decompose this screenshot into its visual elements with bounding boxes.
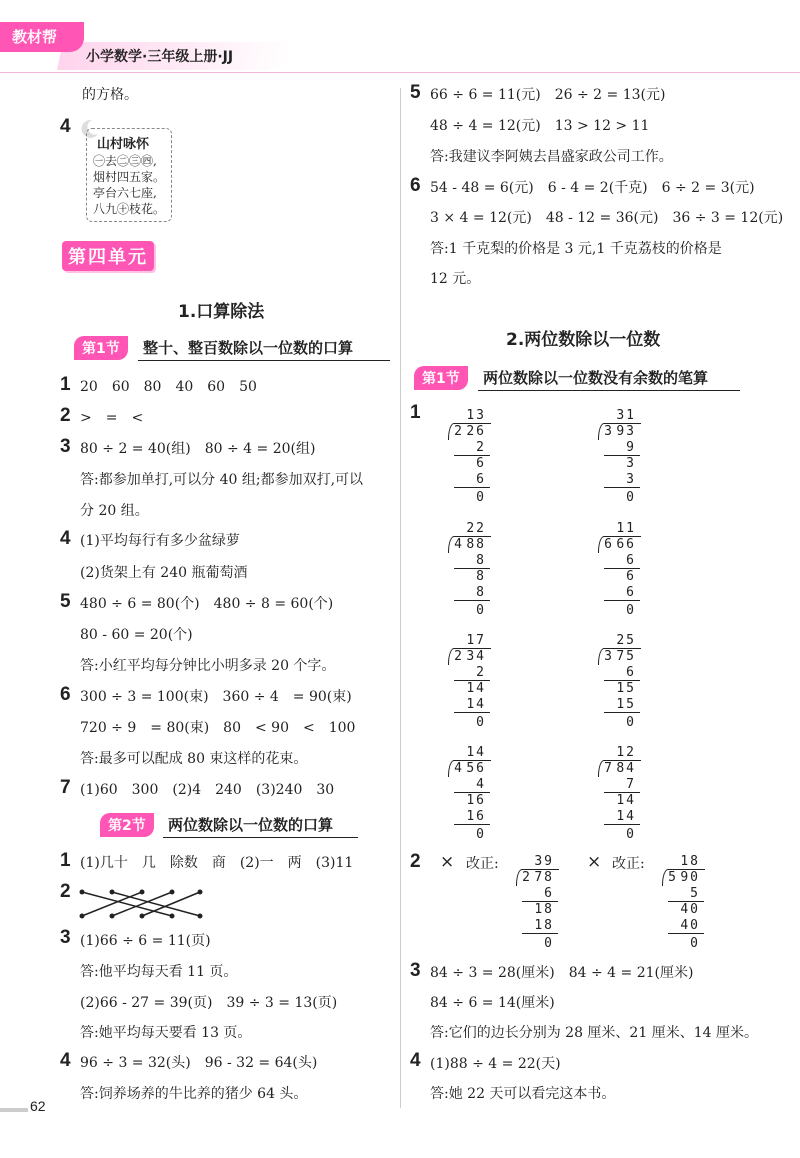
answer-line: 答:她平均每天要看 13 页。 (80, 1025, 252, 1041)
division-rule (604, 680, 640, 681)
header-title: 小学数学·三年级上册·JJ (86, 49, 234, 65)
division-bracket (516, 869, 559, 886)
division-rule (454, 824, 490, 825)
correction-label: 改正: (612, 856, 645, 872)
division-rule (454, 680, 490, 681)
division-subtrahend: 16 (466, 809, 486, 824)
division-remainder: 0 (690, 936, 700, 951)
lesson-title: 两位数除以一位数没有余数的笔算 (483, 369, 709, 387)
answer-line: 答:1 千克梨的价格是 3 元,1 千克荔枝的价格是 (430, 241, 722, 257)
answer-line: 答:小红平均每分钟比小明多录 20 个字。 (80, 658, 336, 674)
division-rule (668, 933, 704, 934)
answer-line: (1)60 300 (2)4 240 (3)240 30 (80, 782, 335, 798)
division-quotient: 25 (616, 633, 636, 648)
long-division (436, 745, 496, 849)
division-remainder: 16 (466, 793, 486, 808)
division-rule (454, 568, 490, 569)
division-divisor: 2 (454, 424, 464, 439)
answer-line: 答:饲养场养的牛比养的猪少 64 头。 (80, 1086, 308, 1102)
division-remainder: 6 (626, 569, 636, 584)
division-dividend: 93 (616, 424, 636, 439)
header-divider (0, 72, 800, 73)
division-bracket (448, 648, 491, 665)
division-quotient: 17 (466, 633, 486, 648)
lesson-title: 两位数除以一位数的口算 (168, 816, 334, 834)
answer-line: 答:最多可以配成 80 束这样的花束。 (80, 751, 308, 767)
division-dividend: 66 (616, 537, 636, 552)
question-number: 1 (60, 374, 71, 395)
division-remainder: 0 (476, 715, 486, 730)
question-number: 6 (410, 175, 421, 196)
answer-line: (1)几十 几 除数 商 (2)一 两 (3)11 (80, 855, 354, 871)
division-quotient: 31 (616, 408, 636, 423)
division-subtrahend: 6 (626, 585, 636, 600)
answer-line: 480 ÷ 6 = 80(个) 480 ÷ 8 = 60(个) (80, 596, 334, 612)
division-bracket (448, 423, 491, 440)
question-number: 5 (410, 82, 421, 103)
lesson-underline (163, 837, 358, 838)
question-number: 5 (60, 591, 71, 612)
answer-line: (1)66 ÷ 6 = 11(页) (80, 933, 211, 949)
division-quotient: 22 (466, 521, 486, 536)
question-number: 7 (60, 777, 71, 798)
answer-line: 66 ÷ 6 = 11(元) 26 ÷ 2 = 13(元) (430, 87, 666, 103)
division-bracket (448, 760, 491, 777)
match-line (112, 892, 172, 916)
division-rule (604, 455, 640, 456)
division-rule (454, 792, 490, 793)
division-rule (454, 455, 490, 456)
answer-line: 答:她 22 天可以看完这本书。 (430, 1086, 616, 1102)
continued-text: 的方格。 (82, 87, 138, 103)
division-remainder: 18 (534, 902, 554, 917)
division-quotient: 11 (616, 521, 636, 536)
question-number: 4 (60, 528, 71, 549)
matching-lines-diagram (76, 884, 206, 924)
division-subtrahend: 6 (626, 553, 636, 568)
division-divisor: 3 (604, 424, 614, 439)
question-number: 3 (60, 927, 71, 948)
division-rule (604, 792, 640, 793)
division-rule (604, 487, 640, 488)
division-dividend: 90 (680, 870, 700, 885)
division-subtrahend: 6 (476, 472, 486, 487)
division-rule (668, 901, 704, 902)
match-line (82, 892, 142, 916)
section-title: 1.口算除法 (178, 302, 265, 322)
division-dividend: 34 (466, 649, 486, 664)
answer-line: 20 60 80 40 60 50 (80, 379, 257, 395)
answer-line: 分 20 组。 (80, 503, 149, 519)
poem-line: 亭台六七座, (93, 186, 157, 200)
answer-line: 84 ÷ 6 = 14(厘米) (430, 995, 555, 1011)
division-divisor: 6 (604, 537, 614, 552)
section-title: 2.两位数除以一位数 (506, 330, 661, 350)
answer-line: 3 × 4 = 12(元) 48 - 12 = 36(元) 36 ÷ 3 = 12(元) (430, 210, 784, 226)
answer-line: 300 ÷ 3 = 100(束) 360 ÷ 4 = 90(束) (80, 689, 352, 705)
division-quotient: 39 (534, 854, 554, 869)
unit-banner: 第四单元 (62, 241, 154, 271)
division-bracket (598, 648, 641, 665)
division-remainder: 15 (616, 681, 636, 696)
poem-title: 山村咏怀 (97, 137, 150, 152)
question-number: 6 (60, 684, 71, 705)
division-remainder: 3 (626, 456, 636, 471)
division-subtrahend: 9 (626, 440, 636, 455)
wrong-mark: × (587, 852, 602, 872)
division-quotient: 13 (466, 408, 486, 423)
lesson-tag: 第2节 (100, 813, 154, 837)
division-rule (604, 568, 640, 569)
division-dividend: 84 (616, 761, 636, 776)
long-division (650, 854, 710, 958)
division-divisor: 2 (522, 870, 532, 885)
answer-line: 84 ÷ 3 = 28(厘米) 84 ÷ 4 = 21(厘米) (430, 965, 694, 981)
division-rule (604, 600, 640, 601)
long-division (436, 633, 496, 737)
division-subtrahend: 8 (476, 585, 486, 600)
division-dividend: 78 (534, 870, 554, 885)
division-rule (522, 901, 558, 902)
long-division (586, 633, 646, 737)
question-number: 4 (410, 1050, 421, 1071)
answer-line: 答:我建议李阿姨去昌盛家政公司工作。 (430, 149, 673, 165)
question-number: 1 (410, 402, 421, 423)
answer-line: 12 元。 (430, 271, 481, 287)
division-dividend: 75 (616, 649, 636, 664)
lesson-underline (138, 360, 390, 361)
answer-line: (1)平均每行有多少盆绿萝 (80, 533, 240, 549)
question-number: 2 (60, 881, 71, 902)
division-subtrahend: 5 (690, 886, 700, 901)
division-divisor: 2 (454, 649, 464, 664)
column-divider (400, 88, 401, 1108)
division-rule (454, 600, 490, 601)
division-bracket (662, 869, 705, 886)
division-bracket (598, 423, 641, 440)
division-subtrahend: 3 (626, 472, 636, 487)
question-number: 4 (60, 1050, 71, 1071)
division-dividend: 88 (466, 537, 486, 552)
lesson-tag: 第1节 (74, 336, 128, 360)
answer-line: 720 ÷ 9 = 80(束) 80 < 90 < 100 (80, 720, 356, 736)
division-subtrahend: 2 (476, 440, 486, 455)
division-subtrahend: 2 (476, 665, 486, 680)
division-quotient: 14 (466, 745, 486, 760)
lesson-tag: 第1节 (414, 366, 468, 390)
division-bracket (598, 760, 641, 777)
long-division (586, 745, 646, 849)
long-division (504, 854, 564, 958)
division-rule (454, 712, 490, 713)
division-subtrahend: 14 (616, 809, 636, 824)
division-remainder: 14 (616, 793, 636, 808)
division-subtrahend: 18 (534, 918, 554, 933)
division-bracket (448, 536, 491, 553)
answer-line: (2)货架上有 240 瓶葡萄酒 (80, 565, 248, 581)
lesson-underline (478, 390, 740, 391)
division-remainder: 0 (544, 936, 554, 951)
division-rule (454, 487, 490, 488)
brand-badge: 教材帮 (0, 22, 84, 52)
answer-line: (2)66 - 27 = 39(页) 39 ÷ 3 = 13(页) (80, 995, 338, 1011)
division-remainder: 40 (680, 902, 700, 917)
poem-line: 烟村四五家。 (93, 170, 166, 184)
long-division (586, 408, 646, 512)
division-remainder: 0 (476, 490, 486, 505)
question-number: 2 (410, 851, 421, 872)
correction-label: 改正: (466, 856, 499, 872)
answer-line: 答:它们的边长分别为 28 厘米、21 厘米、14 厘米。 (430, 1025, 758, 1041)
division-subtrahend: 8 (476, 553, 486, 568)
long-division (436, 521, 496, 625)
question-number: 3 (410, 960, 421, 981)
division-remainder: 6 (476, 456, 486, 471)
division-remainder: 0 (626, 603, 636, 618)
division-subtrahend: 4 (476, 777, 486, 792)
division-quotient: 18 (680, 854, 700, 869)
answer-line: 答:他平均每天看 11 页。 (80, 964, 238, 980)
answer-line: (1)88 ÷ 4 = 22(天) (430, 1056, 561, 1072)
match-line (142, 892, 200, 916)
division-remainder: 0 (476, 603, 486, 618)
division-dividend: 56 (466, 761, 486, 776)
division-divisor: 4 (454, 761, 464, 776)
lesson-title: 整十、整百数除以一位数的口算 (143, 339, 354, 357)
division-divisor: 7 (604, 761, 614, 776)
page-number-bar (0, 1108, 28, 1112)
division-subtrahend: 40 (680, 918, 700, 933)
answer-line: 54 - 48 = 6(元) 6 - 4 = 2(千克) 6 ÷ 2 = 3(元) (430, 180, 755, 196)
poem-line: ㊀去㊁㊂㊃, (93, 154, 157, 168)
division-remainder: 14 (466, 681, 486, 696)
question-number: 1 (60, 850, 71, 871)
answer-line: 48 ÷ 4 = 12(元) 13 > 12 > 11 (430, 118, 650, 134)
question-number: 2 (60, 405, 71, 426)
answer-line: > = < (80, 410, 144, 426)
page-number: 62 (30, 1098, 46, 1114)
division-remainder: 0 (626, 827, 636, 842)
poem-line: 八九㊉枝花。 (93, 202, 166, 216)
division-quotient: 12 (616, 745, 636, 760)
division-remainder: 0 (626, 490, 636, 505)
answer-line: 答:都参加单打,可以分 40 组;都参加双打,可以 (80, 472, 364, 488)
division-subtrahend: 15 (616, 697, 636, 712)
division-remainder: 0 (626, 715, 636, 730)
long-division (586, 521, 646, 625)
division-subtrahend: 7 (626, 777, 636, 792)
division-subtrahend: 14 (466, 697, 486, 712)
division-bracket (598, 536, 641, 553)
division-divisor: 5 (668, 870, 678, 885)
division-dividend: 26 (466, 424, 486, 439)
answer-line: 80 - 60 = 20(个) (80, 627, 193, 643)
division-divisor: 4 (454, 537, 464, 552)
division-rule (604, 712, 640, 713)
division-remainder: 0 (476, 827, 486, 842)
division-subtrahend: 6 (626, 665, 636, 680)
answer-line: 96 ÷ 3 = 32(头) 96 - 32 = 64(头) (80, 1055, 318, 1071)
division-remainder: 8 (476, 569, 486, 584)
division-rule (604, 824, 640, 825)
division-subtrahend: 6 (544, 886, 554, 901)
division-divisor: 3 (604, 649, 614, 664)
question-number: 4 (60, 116, 71, 137)
long-division (436, 408, 496, 512)
wrong-mark: × (440, 852, 455, 872)
division-rule (522, 933, 558, 934)
answer-line: 80 ÷ 2 = 40(组) 80 ÷ 4 = 20(组) (80, 441, 316, 457)
question-number: 3 (60, 436, 71, 457)
